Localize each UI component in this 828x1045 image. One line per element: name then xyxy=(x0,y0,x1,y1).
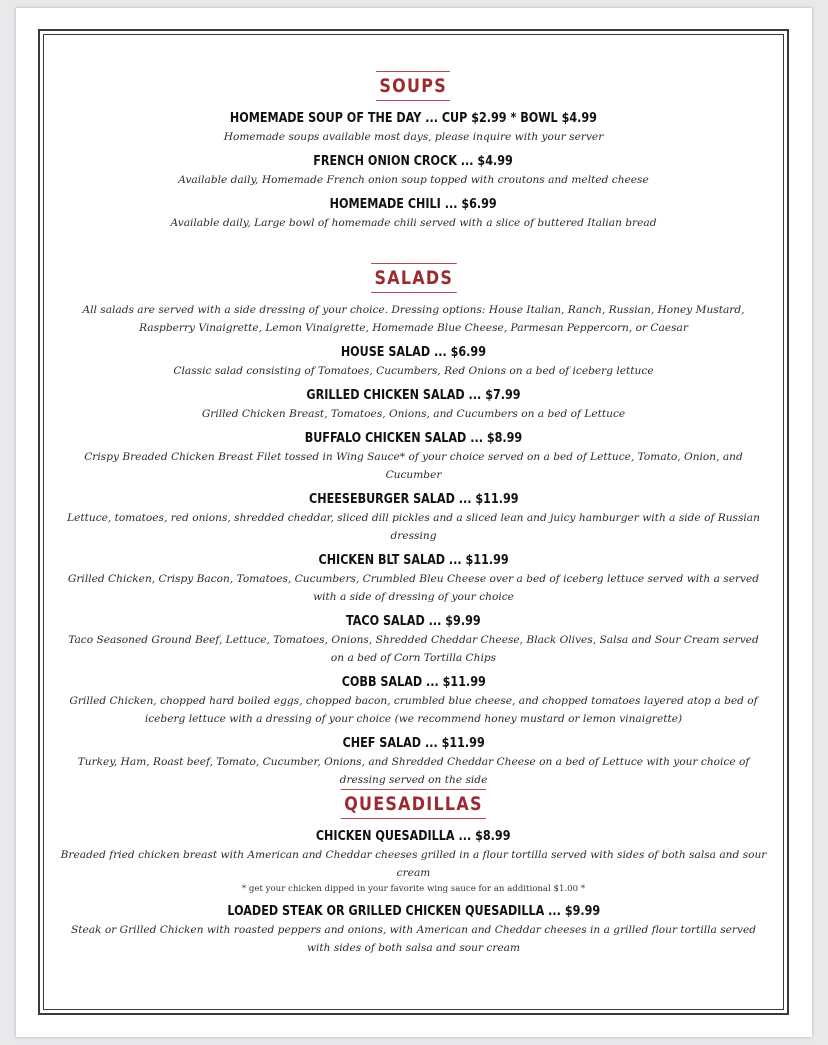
soup-item xyxy=(40,189,787,232)
item-description: Classic salad consisting of Tomatoes, Cucumbers, Red Onions on a bed of iceberg lettuce xyxy=(173,365,654,377)
salad-item xyxy=(40,606,787,667)
item-description: Crispy Breaded Chicken Breast Filet tossed in Wing Sauce* of your choice served on a bed of Lettuce, Tomato, Onion, and Cucumber xyxy=(84,451,743,481)
item-name: HOUSE SALAD ... $6.99 xyxy=(340,345,487,360)
item-description: Available daily, Large bowl of homemade chili served with a slice of buttered Italian bread xyxy=(170,217,657,229)
item-name: GRILLED CHICKEN SALAD ... $7.99 xyxy=(306,388,521,403)
item-description: Breaded fried chicken breast with American and Cheddar cheeses grilled in a flour tortilla served with sides of both salsa and sour cream xyxy=(60,849,767,879)
item-name: CHEF SALAD ... $11.99 xyxy=(342,736,485,751)
item-description: Turkey, Ham, Roast beef, Tomato, Cucumber, Onions, and Shredded Cheddar Cheese on a bed of Lettuce with your choice of dressing served on the side xyxy=(77,756,750,786)
quesadilla-item xyxy=(40,896,787,957)
item-name: FRENCH ONION CROCK ... $4.99 xyxy=(313,154,514,169)
salads-intro: All salads are served with a side dressing of your choice. Dressing options: House Italian, Ranch, Russian, Honey Mustard, Raspberry Vinaigrette, Lemon Vinaigrette, Homemade Blue Cheese, Parmesan Peppercorn, or Caesar xyxy=(82,304,745,334)
salad-item xyxy=(40,337,787,380)
item-description: Grilled Chicken, chopped hard boiled eggs, chopped bacon, crumbled blue cheese, and chopped tomatoes layered atop a bed of iceberg lettuce with a dressing of your choice (we recommend honey mustard or lemon vinaigrette) xyxy=(69,695,758,725)
salads-section xyxy=(40,263,787,789)
page-border xyxy=(38,29,789,1015)
item-description: Steak or Grilled Chicken with roasted peppers and onions, with American and Cheddar cheeses in a grilled flour tortilla served with sides of both salsa and sour cream xyxy=(70,924,757,954)
salad-item xyxy=(40,728,787,789)
item-name: BUFFALO CHICKEN SALAD ... $8.99 xyxy=(304,431,523,446)
section-heading-soups: SOUPS xyxy=(376,71,450,101)
item-description: Available daily, Homemade French onion soup topped with croutons and melted cheese xyxy=(178,174,649,186)
item-description: Grilled Chicken Breast, Tomatoes, Onions, and Cucumbers on a bed of Lettuce xyxy=(201,408,626,420)
item-description: Homemade soups available most days, please inquire with your server xyxy=(223,131,604,143)
item-name: CHEESEBURGER SALAD ... $11.99 xyxy=(308,492,519,507)
item-name: HOMEMADE SOUP OF THE DAY ... CUP $2.99 * BOWL $4.99 xyxy=(229,111,598,126)
salad-item xyxy=(40,484,787,545)
quesadilla-item xyxy=(40,825,787,896)
item-name: HOMEMADE CHILI ... $6.99 xyxy=(329,197,498,212)
salad-item xyxy=(40,667,787,728)
item-name: COBB SALAD ... $11.99 xyxy=(341,675,486,690)
item-name: CHICKEN BLT SALAD ... $11.99 xyxy=(318,553,509,568)
item-description: Taco Seasoned Ground Beef, Lettuce, Tomatoes, Onions, Shredded Cheddar Cheese, Black Olives, Salsa and Sour Cream served on a bed of Corn Tortilla Chips xyxy=(68,634,759,664)
item-description: Grilled Chicken, Crispy Bacon, Tomatoes, Cucumbers, Crumbled Bleu Cheese over a bed of iceberg lettuce served with a served with a side of dressing of your choice xyxy=(67,573,760,603)
section-heading-quesadillas: QUESADILLAS xyxy=(341,789,486,819)
item-name: TACO SALAD ... $9.99 xyxy=(346,614,481,629)
soup-item xyxy=(40,146,787,189)
item-name: CHICKEN QUESADILLA ... $8.99 xyxy=(316,829,511,844)
quesadillas-section xyxy=(40,789,787,957)
menu-page xyxy=(16,8,812,1037)
salad-item xyxy=(40,545,787,606)
item-name: LOADED STEAK OR GRILLED CHICKEN QUESADILLA ... $9.99 xyxy=(227,904,600,919)
section-heading-salads: SALADS xyxy=(371,263,456,293)
soup-item xyxy=(40,107,787,146)
item-description: Lettuce, tomatoes, red onions, shredded cheddar, sliced dill pickles and a sliced lean and juicy hamburger with a side of Russian dressing xyxy=(67,512,760,542)
item-note: * get your chicken dipped in your favorite wing sauce for an additional $1.00 * xyxy=(241,884,586,894)
soups-section xyxy=(40,71,787,232)
salad-item xyxy=(40,380,787,423)
salad-item xyxy=(40,423,787,484)
